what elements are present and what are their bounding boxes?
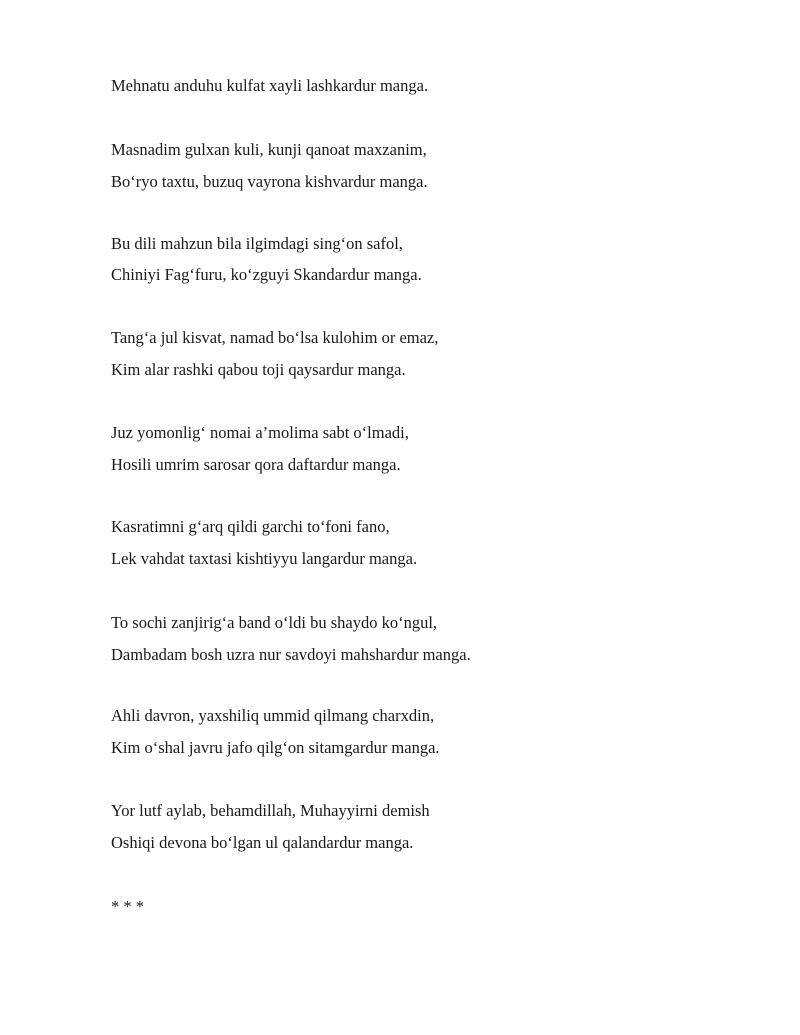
poem-line: Kim o‘shal javru jafo qilg‘on sitamgardur manga. xyxy=(111,738,440,757)
poem-line: Masnadim gulxan kuli, kunji qanoat maxzanim, xyxy=(111,140,427,159)
poem-line: Dambadam bosh uzra nur savdoyi mahshardur manga. xyxy=(111,645,471,664)
poem-line: Bo‘ryo taxtu, buzuq vayrona kishvardur manga. xyxy=(111,172,428,191)
poem-line: Oshiqi devona bo‘lgan ul qalandardur manga. xyxy=(111,833,414,852)
poem-line: Hosili umrim sarosar qora daftardur manga. xyxy=(111,455,401,474)
poem-line: Mehnatu anduhu kulfat xayli lashkardur manga. xyxy=(111,76,429,95)
poem-line: Lek vahdat taxtasi kishtiyyu langardur manga. xyxy=(111,549,418,568)
poem-line: Bu dili mahzun bila ilgimdagi sing‘on safol, xyxy=(111,234,403,253)
poem-line: Tang‘a jul kisvat, namad bo‘lsa kulohim or emaz, xyxy=(111,328,439,347)
poem-line: Kasratimni g‘arq qildi garchi to‘foni fano, xyxy=(111,517,390,536)
section-separator: * * * xyxy=(111,897,144,916)
poem-line: To sochi zanjirig‘a band o‘ldi bu shaydo ko‘ngul, xyxy=(111,613,438,632)
poem-line: Juz yomonlig‘ nomai a’molima sabt o‘lmadi, xyxy=(111,423,409,442)
poem-line: Chiniyi Fag‘furu, ko‘zguyi Skandardur manga. xyxy=(111,265,422,284)
poem-line: Yor lutf aylab, behamdillah, Muhayyirni demish xyxy=(111,801,430,820)
poem-line: Kim alar rashki qabou toji qaysardur manga. xyxy=(111,360,406,379)
poem-line: Ahli davron, yaxshiliq ummid qilmang charxdin, xyxy=(111,706,435,725)
